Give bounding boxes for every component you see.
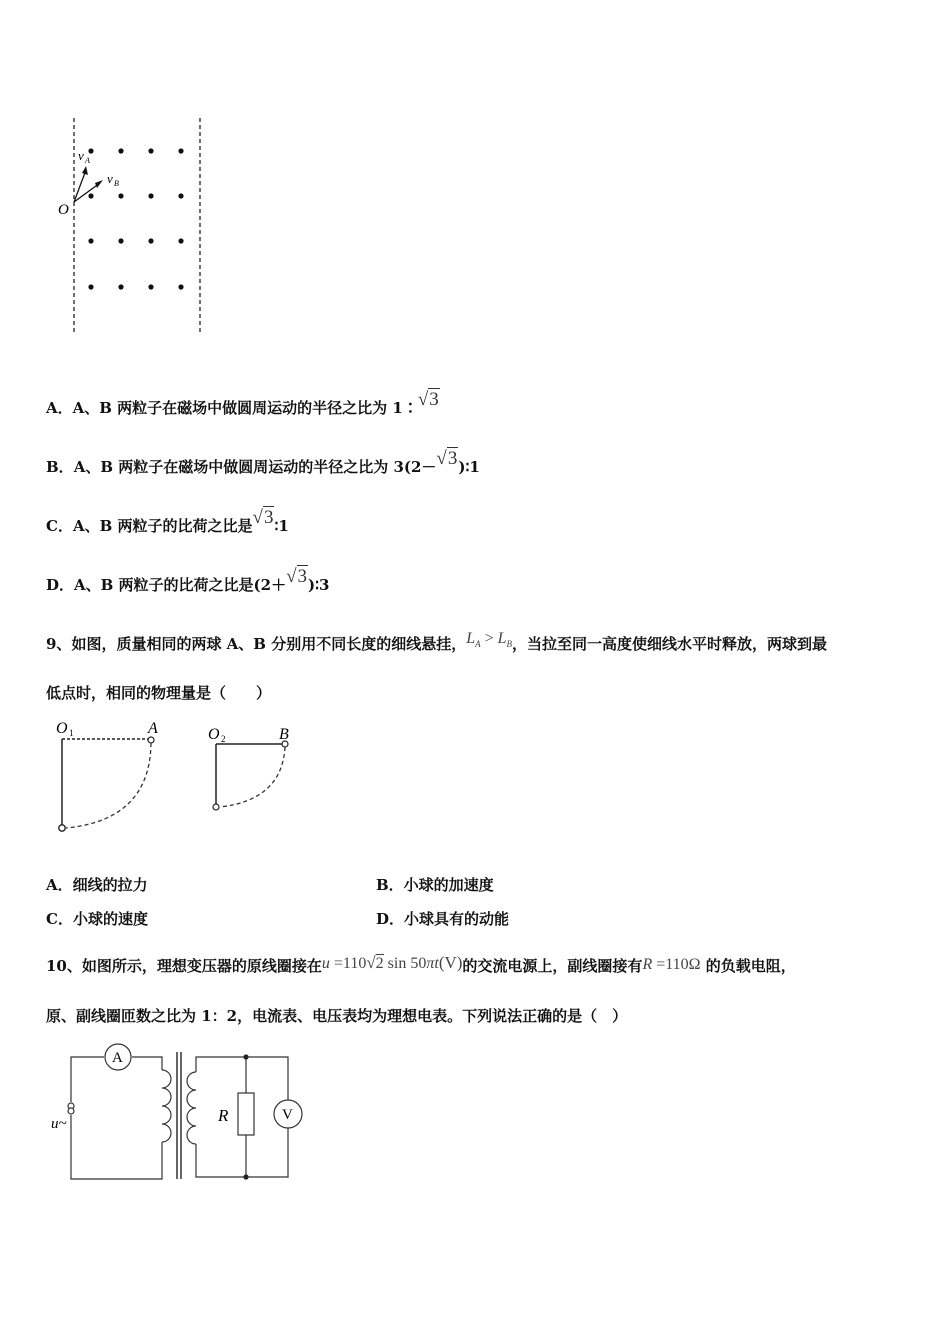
va-label: v: [78, 148, 84, 163]
q9-option-b: B．小球的加速度: [376, 876, 494, 894]
q9-option-c: C．小球的速度: [46, 910, 148, 928]
question-9-line-1: 9、如图，质量相同的两球 A、B 分别用不同长度的细线悬挂，$L_A > L_B$，当拉至同一高度使细线水平时释放，两球到最: [46, 630, 828, 653]
origin-label: O: [58, 202, 69, 218]
a-label: A: [148, 720, 158, 737]
question-10-line-1: 10、如图所示，理想变压器的原线圈接在u =110√2 sin 50πt(V)的交流电源上，副线圈接有R =110Ω 的负载电阻，: [46, 953, 796, 975]
resistor-label: R: [218, 1106, 229, 1125]
vb-sub: B: [114, 179, 119, 188]
sqrt-3: √3: [252, 507, 274, 528]
o1-sub: 1: [69, 728, 74, 738]
sqrt-3: √3: [436, 448, 458, 469]
option-d: D．A、B 两粒子的比荷之比是(2＋√3)∶3: [46, 566, 330, 594]
sqrt-3: √3: [286, 566, 308, 587]
q9-option-d: D．小球具有的动能: [376, 910, 510, 928]
o2-label: O: [208, 726, 220, 743]
option-c: C．A、B 两粒子的比荷之比是√3∶1: [46, 507, 289, 535]
transformer-circuit-figure: [48, 1040, 308, 1190]
question-9-line-2: 低点时，相同的物理量是（ ）: [46, 684, 272, 702]
option-b: B．A、B 两粒子在磁场中做圆周运动的半径之比为 3(2－√3)∶1: [46, 448, 480, 476]
b-label: B: [279, 726, 289, 743]
source-label: u~: [51, 1116, 67, 1132]
magnetic-field-figure: [50, 110, 220, 340]
q9-option-a: A．细线的拉力: [46, 876, 148, 894]
va-sub: A: [85, 156, 90, 165]
pendulum-figure: [50, 715, 310, 840]
vb-label: v: [107, 171, 113, 186]
o1-label: O: [56, 720, 68, 737]
option-a: A．A、B 两粒子在磁场中做圆周运动的半径之比为 1∶√3: [46, 389, 439, 417]
o2-sub: 2: [221, 734, 226, 744]
question-10-line-2: 原、副线圈匝数之比为 1：2，电流表、电压表均为理想电表。下列说法正确的是（ ）: [46, 1007, 628, 1025]
ammeter-label: A: [112, 1050, 123, 1066]
voltmeter-label: V: [282, 1107, 293, 1123]
sqrt-3: √3: [417, 389, 439, 410]
